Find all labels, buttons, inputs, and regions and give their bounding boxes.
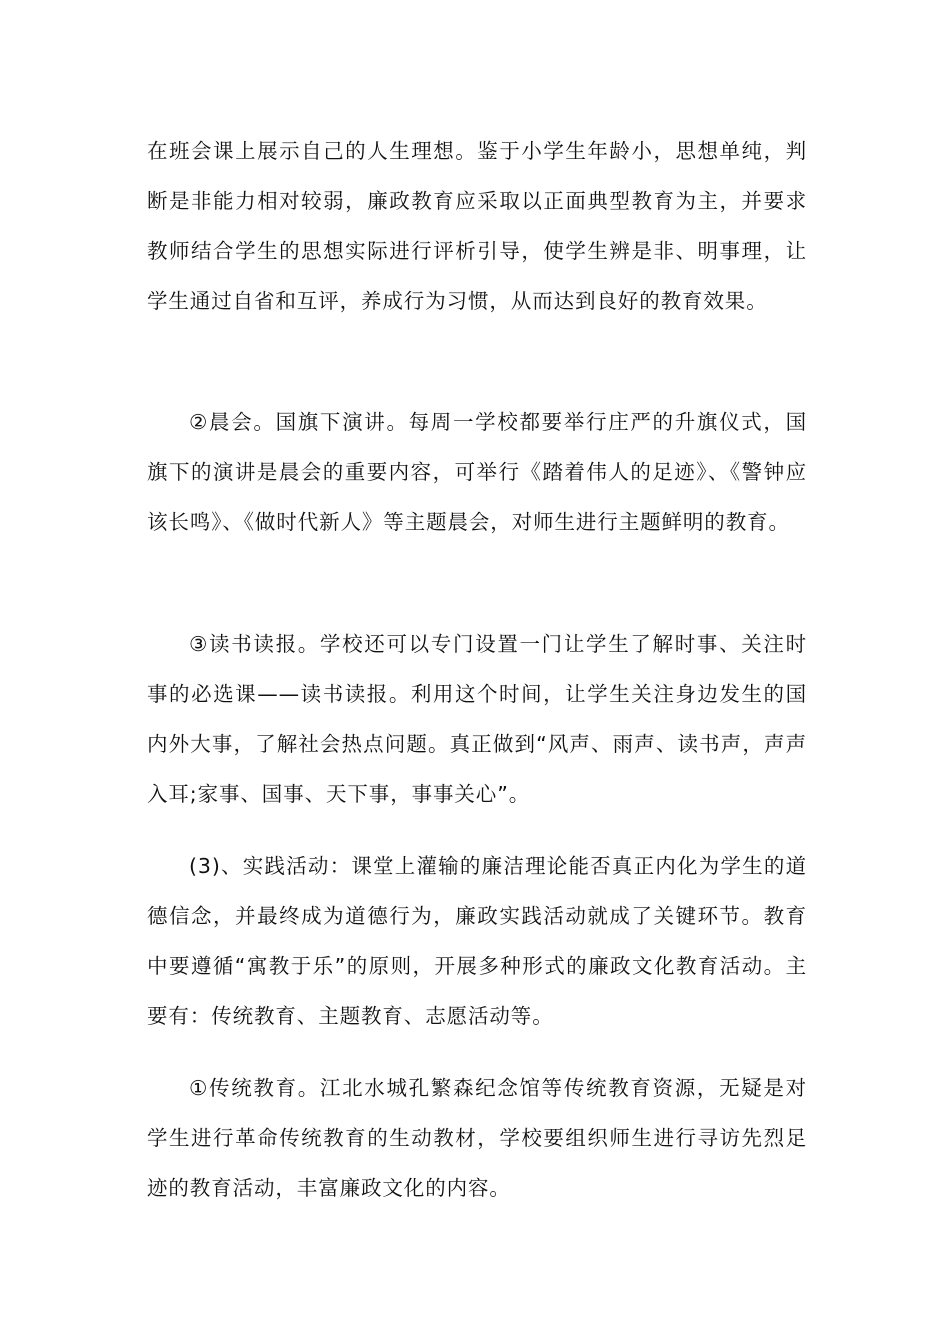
paragraph-reading: ③读书读报。学校还可以专门设置一门让学生了解时事、关注时事的必选课——读书读报。利用这个时间，让学生关注身边发生的国内外大事，了解社会热点问题。真正做到“风声、雨声、读书声，声声入耳;家事、国事、天下事，事事关心”。 [147, 632, 807, 806]
paragraph-practice-activities: (3)、实践活动：课堂上灌输的廉洁理论能否真正内化为学生的道德信念，并最终成为道德行为，廉政实践活动就成了关键环节。教育中要遵循“寓教于乐”的原则，开展多种形式的廉政文化教育活动。主要有：传统教育、主题教育、志愿活动等。 [147, 854, 807, 1028]
paragraph-morning-meeting: ②晨会。国旗下演讲。每周一学校都要举行庄严的升旗仪式，国旗下的演讲是晨会的重要内容，可举行《踏着伟人的足迹》、《警钟应该长鸣》、《做时代新人》等主题晨会，对师生进行主题鲜明的教育。 [147, 410, 807, 534]
paragraph-continuation: 在班会课上展示自己的人生理想。鉴于小学生年龄小，思想单纯，判断是非能力相对较弱，廉政教育应采取以正面典型教育为主，并要求教师结合学生的思想实际进行评析引导，使学生辨是非、明事理，让学生通过自省和互评，养成行为习惯，从而达到良好的教育效果。 [147, 139, 807, 313]
paragraph-traditional-education: ①传统教育。江北水城孔繁森纪念馆等传统教育资源，无疑是对学生进行革命传统教育的生动教材，学校要组织师生进行寻访先烈足迹的教育活动，丰富廉政文化的内容。 [147, 1076, 807, 1200]
